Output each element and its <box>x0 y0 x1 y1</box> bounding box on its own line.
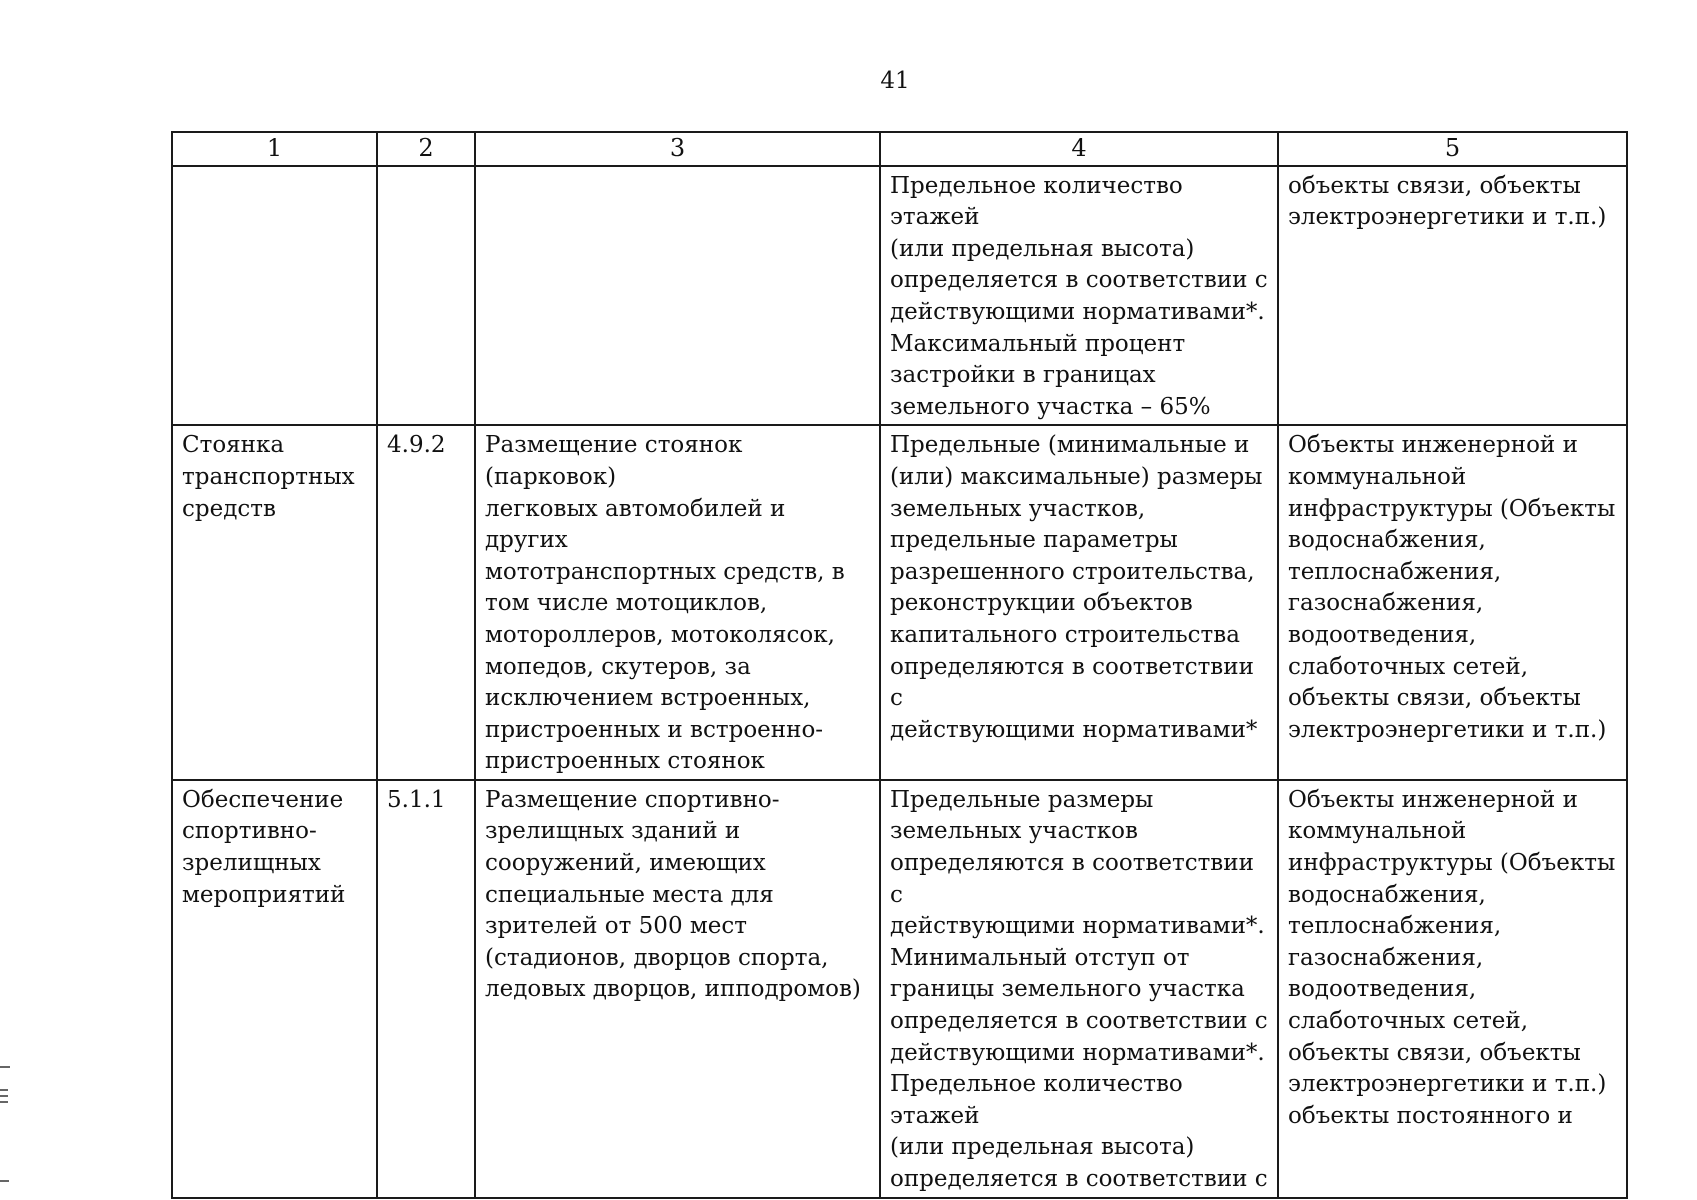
scan-mark <box>0 1180 9 1182</box>
column-header-1: 1 <box>172 132 377 166</box>
cell-parameters: Предельные размеры земельных участков определяются в соответствии с действующими нормативами*. Минимальный отступ от границы земельного участка определяется в соответствии с действующими нормативами*. Предельное количество этажей (или предельная высота) определяется в соответствии с <box>880 780 1278 1198</box>
regulations-table <box>171 131 1628 1199</box>
cell-use-code: 5.1.1 <box>377 780 475 1198</box>
table-body <box>172 166 1627 1198</box>
table-row <box>172 780 1627 1198</box>
column-header-4: 4 <box>880 132 1278 166</box>
cell-use-name: Обеспечение спортивно- зрелищных мероприятий <box>172 780 377 1198</box>
table-header <box>172 132 1627 166</box>
regulations-table-container <box>171 131 1628 1199</box>
cell-use-description: Размещение стоянок (парковок) легковых автомобилей и других мототранспортных средств, в том числе мотоциклов, мотороллеров, мотоколясок, мопедов, скутеров, за исключением встроенных, пристроенных и встроенно- пристроенных стоянок <box>475 425 880 780</box>
cell-use-description <box>475 166 880 426</box>
cell-use-code: 4.9.2 <box>377 425 475 780</box>
cell-facilities: Объекты инженерной и коммунальной инфраструктуры (Объекты водоснабжения, теплоснабжения, газоснабжения, водоотведения, слаботочных сетей, объекты связи, объекты электроэнергетики и т.п.) объекты постоянного и <box>1278 780 1627 1198</box>
column-header-3: 3 <box>475 132 880 166</box>
cell-facilities: объекты связи, объекты электроэнергетики и т.п.) <box>1278 166 1627 426</box>
cell-facilities: Объекты инженерной и коммунальной инфраструктуры (Объекты водоснабжения, теплоснабжения, газоснабжения, водоотведения, слаботочных сетей, объекты связи, объекты электроэнергетики и т.п.) <box>1278 425 1627 780</box>
scan-mark <box>0 1089 8 1091</box>
cell-parameters: Предельное количество этажей (или предельная высота) определяется в соответствии с действующими нормативами*. Максимальный процент застройки в границах земельного участка – 65% <box>880 166 1278 426</box>
column-header-2: 2 <box>377 132 475 166</box>
column-header-5: 5 <box>1278 132 1627 166</box>
scan-mark <box>0 1066 10 1068</box>
table-row <box>172 166 1627 426</box>
cell-parameters: Предельные (минимальные и (или) максимальные) размеры земельных участков, предельные параметры разрешенного строительства, реконструкции объектов капитального строительства определяются в соответствии с действующими нормативами* <box>880 425 1278 780</box>
cell-use-name <box>172 166 377 426</box>
scan-mark <box>0 1101 8 1103</box>
cell-use-code <box>377 166 475 426</box>
scan-mark <box>0 1095 8 1097</box>
table-row <box>172 425 1627 780</box>
cell-use-name: Стоянка транспортных средств <box>172 425 377 780</box>
header-row <box>172 132 1627 166</box>
cell-use-description: Размещение спортивно- зрелищных зданий и сооружений, имеющих специальные места для зрителей от 500 мест (стадионов, дворцов спорта, ледовых дворцов, ипподромов) <box>475 780 880 1198</box>
page-number: 41 <box>880 68 910 94</box>
